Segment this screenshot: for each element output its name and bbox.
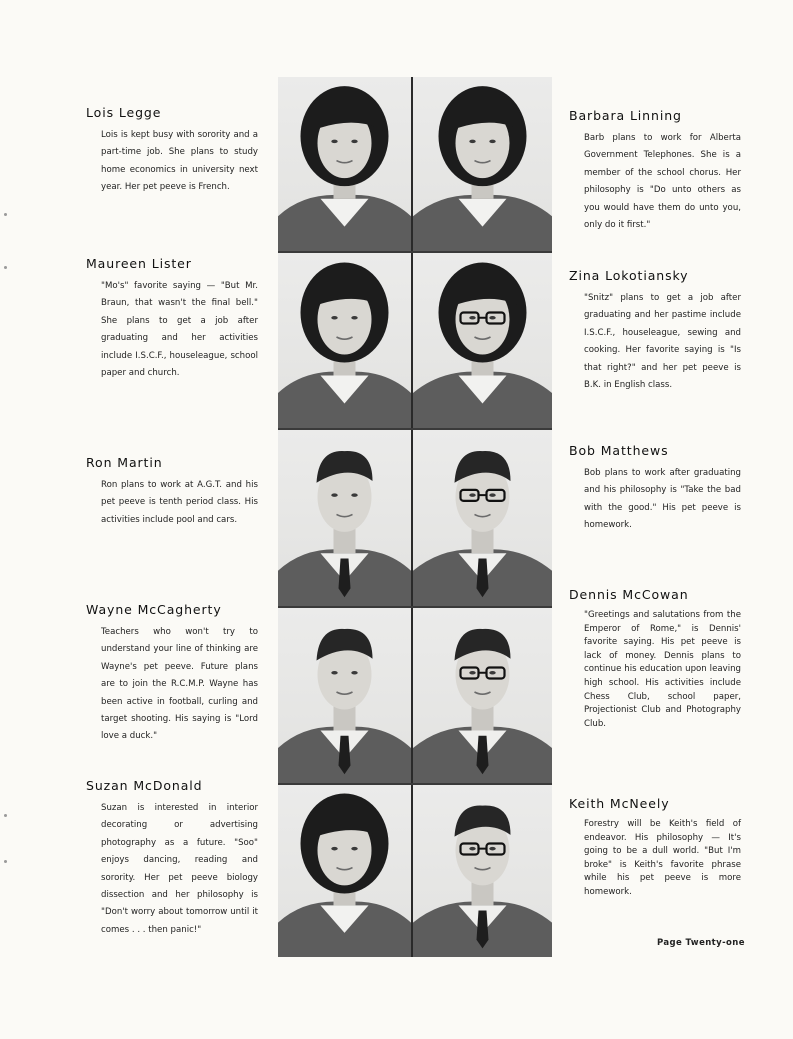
portrait-silhouette — [278, 785, 411, 957]
portrait-photo — [413, 608, 552, 783]
student-name: Maureen Lister — [86, 256, 192, 271]
student-bio: Ron plans to work at A.G.T. and his pet peeve is tenth period class. His activities include pool and cars. — [101, 480, 258, 525]
portrait-silhouette — [413, 785, 552, 957]
student-bio: "Greetings and salutations from the Emperor of Rome," is Dennis' favorite saying. His pet peeve is lack of money. Dennis plans to continue his education upon leaving high school. His activities include Chess Club, school paper, Projectionist Club and Photography Club. — [584, 610, 741, 729]
student-name: Zina Lokotiansky — [569, 268, 689, 283]
portrait-photo — [278, 253, 411, 428]
student-bio: Bob plans to work after graduating and his philosophy is "Take the bad with the good." His pet peeve is homework. — [584, 468, 741, 531]
student-entry-ron-martin — [86, 455, 258, 529]
student-entry-keith-mcneely — [569, 796, 741, 900]
photo-grid-divider — [278, 606, 552, 608]
student-name: Lois Legge — [86, 105, 162, 120]
margin-dot — [4, 213, 7, 216]
student-entry-wayne-mccagherty — [86, 602, 258, 746]
student-bio: Barb plans to work for Alberta Government Telephones. She is a member of the school chorus. Her philosophy is "Do unto others as you would have them do unto you, only do it first." — [584, 133, 741, 231]
student-entry-zina-lokotiansky — [569, 268, 741, 394]
portrait-photo — [278, 77, 411, 251]
portrait-silhouette — [278, 77, 411, 251]
student-bio: Teachers who won't try to understand your line of thinking are Wayne's pet peeve. Future plans are to join the R.C.M.P. Wayne has been active in football, curling and target shooting. His saying is "Lord love a duck." — [101, 627, 258, 742]
portrait-silhouette — [413, 608, 552, 783]
student-entry-barbara-linning — [569, 108, 741, 234]
portrait-photo — [413, 77, 552, 251]
student-name: Ron Martin — [86, 455, 163, 470]
student-name: Suzan McDonald — [86, 778, 203, 793]
student-bio: Forestry will be Keith's field of endeavor. His philosophy — It's going to be a dull world. "But I'm broke" is Keith's favorite phrase while his pet peeve is more homework. — [584, 819, 741, 897]
photo-grid-divider — [411, 77, 413, 957]
student-bio: Suzan is interested in interior decorating or advertising photography as a future. "Soo" enjoys dancing, reading and sorority. Her pet peeve biology dissection and her philosophy is "Don't worry about tomorrow until it comes . . . then panic!" — [101, 803, 258, 935]
student-name: Bob Matthews — [569, 443, 669, 458]
photo-grid-divider — [278, 251, 552, 253]
portrait-photo — [413, 253, 552, 428]
student-bio: "Snitz" plans to get a job after graduating and her pastime include I.S.C.F., houseleague, sewing and cooking. Her favorite saying is "Is that right?" and her pet peeve is B.K. in English class. — [584, 293, 741, 391]
margin-dot — [4, 860, 7, 863]
student-bio: "Mo's" favorite saying — "But Mr. Braun, that wasn't the final bell." She plans to get a job after graduating and her activities include I.S.C.F., houseleague, school paper and church. — [101, 281, 258, 379]
photo-grid-divider — [278, 428, 552, 430]
student-entry-dennis-mccowan — [569, 587, 741, 731]
portrait-photo — [413, 430, 552, 606]
student-name: Dennis McCowan — [569, 587, 689, 602]
portrait-photo — [413, 785, 552, 957]
portrait-photo — [278, 785, 411, 957]
page-number: Page Twenty-one — [657, 938, 745, 948]
margin-dot — [4, 266, 7, 269]
portrait-silhouette — [413, 77, 552, 251]
portrait-silhouette — [278, 253, 411, 428]
portrait-silhouette — [278, 608, 411, 783]
portrait-silhouette — [413, 430, 552, 606]
student-entry-maureen-lister — [86, 256, 258, 382]
margin-dot — [4, 814, 7, 817]
student-entry-suzan-mcdonald — [86, 778, 258, 939]
student-entry-bob-matthews — [569, 443, 741, 535]
photo-grid-divider — [278, 783, 552, 785]
student-bio: Lois is kept busy with sorority and a part-time job. She plans to study home economics in university next year. Her pet peeve is French. — [101, 130, 258, 193]
portrait-photo — [278, 608, 411, 783]
portrait-silhouette — [278, 430, 411, 606]
student-name: Keith McNeely — [569, 796, 670, 811]
student-name: Barbara Linning — [569, 108, 682, 123]
student-name: Wayne McCagherty — [86, 602, 222, 617]
portrait-silhouette — [413, 253, 552, 428]
student-entry-lois-legge — [86, 105, 258, 197]
portrait-photo — [278, 430, 411, 606]
